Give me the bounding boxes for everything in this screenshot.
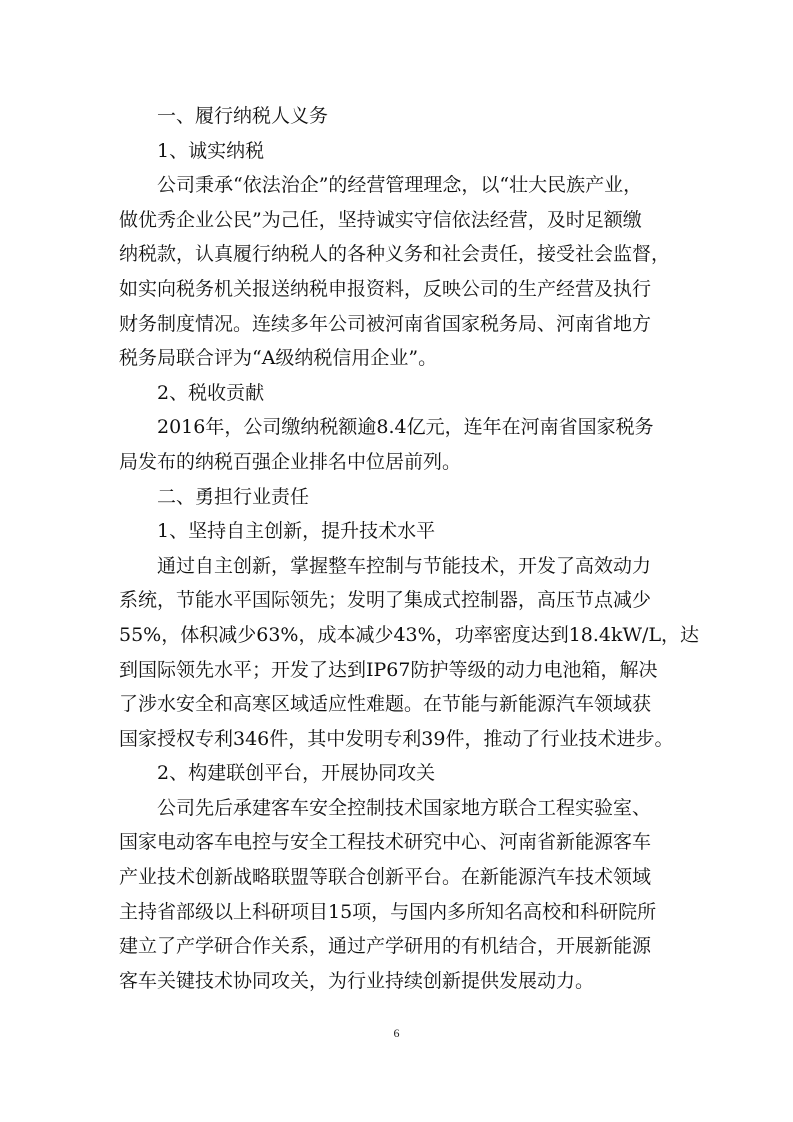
paragraph-line: 2016年，公司缴纳税额逾8.4亿元，连年在河南省国家税务: [157, 416, 654, 439]
paragraph-line: 做优秀企业公民”为己任，坚持诚实守信依法经营，及时足额缴: [119, 208, 642, 231]
paragraph-line: 通过自主创新，掌握整车控制与节能技术，开发了高效动力: [157, 554, 652, 577]
paragraph-line: 公司先后承建客车安全控制技术国家地方联合工程实验室、: [157, 796, 652, 819]
paragraph-line: 产业技术创新战略联盟等联合创新平台。在新能源汽车技术领域: [119, 866, 652, 889]
section-heading-tax-obligation: 一、履行纳税人义务: [157, 105, 329, 127]
paragraph-line: 公司秉承“依法治企”的经营管理理念，以“壮大民族产业，: [157, 174, 643, 197]
subheading-tax-contribution: 2、税收贡献: [157, 381, 265, 404]
subheading-honest-tax: 1、诚实纳税: [157, 139, 265, 162]
subheading-innovation: 1、坚持自主创新，提升技术水平: [157, 520, 436, 543]
paragraph-line: 系统，节能水平国际领先；发明了集成式控制器，高压节点减少: [119, 589, 652, 612]
paragraph-line: 国家电动客车电控与安全工程技术研究中心、河南省新能源客车: [119, 831, 652, 854]
paragraph-line: 如实向税务机关报送纳税申报资料，反映公司的生产经营及执行: [119, 277, 652, 300]
paragraph-line: 纳税款，认真履行纳税人的各种义务和社会责任，接受社会监督，: [119, 243, 671, 266]
paragraph-line: 局发布的纳税百强企业排名中位居前列。: [119, 450, 462, 473]
paragraph-line: 了涉水安全和高寒区域适应性难题。在节能与新能源汽车领域获: [119, 693, 652, 716]
paragraph-line: 到国际领先水平；开发了达到IP67防护等级的动力电池箱，解决: [119, 658, 658, 681]
paragraph-line: 55%，体积减少63%，成本减少43%，功率密度达到18.4kW/L，达: [119, 623, 700, 646]
section-heading-industry-responsibility: 二、勇担行业责任: [157, 485, 310, 508]
paragraph-line: 税务局联合评为“A级纳税信用企业”。: [119, 347, 438, 370]
page-number: 6: [393, 1026, 400, 1040]
paragraph-line: 建立了产学研合作关系，通过产学研用的有机结合，开展新能源: [119, 935, 652, 958]
paragraph-line: 财务制度情况。连续多年公司被河南省国家税务局、河南省地方: [119, 312, 652, 335]
paragraph-line: 国家授权专利346件，其中发明专利39件，推动了行业技术进步。: [119, 727, 674, 750]
paragraph-line: 主持省部级以上科研项目15项，与国内多所知名高校和科研院所: [119, 900, 657, 923]
document-body: [119, 99, 700, 998]
subheading-collaboration-platform: 2、构建联创平台，开展协同攻关: [157, 762, 436, 785]
paragraph-line: 客车关键技术协同攻关，为行业持续创新提供发展动力。: [119, 969, 595, 992]
